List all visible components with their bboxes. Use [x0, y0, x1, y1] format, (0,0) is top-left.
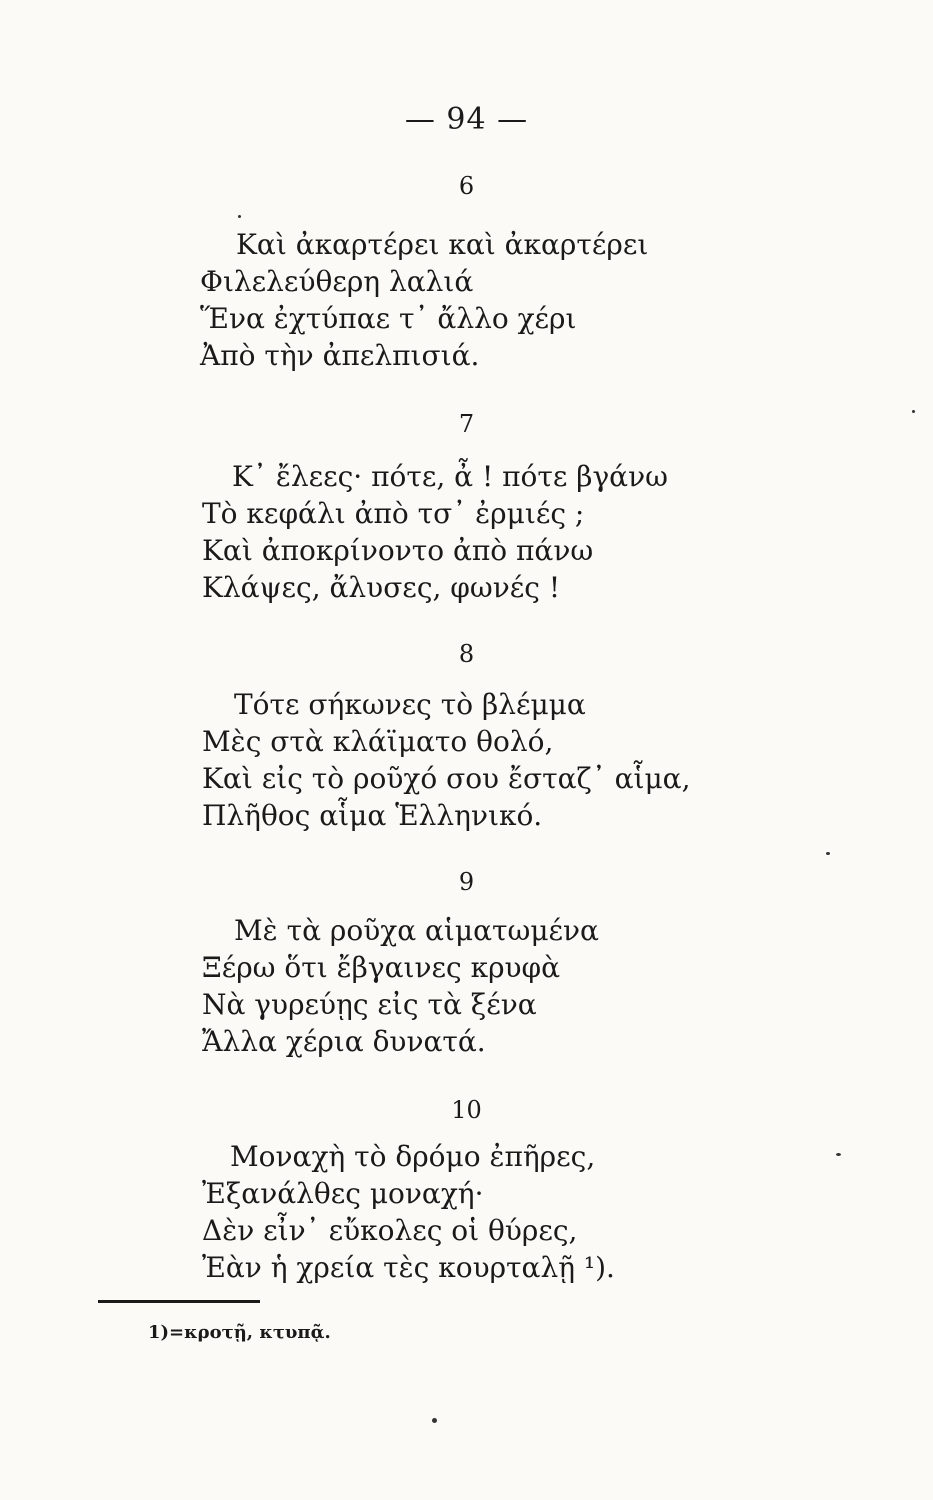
verse-line: Ξέρω ὅτι ἔβγαινες κρυφὰ [202, 951, 561, 984]
verse-line: Νὰ γυρεύῃς εἰς τὰ ξένα [202, 988, 537, 1021]
verse-line: Κλάψες, ἄλυσες, φωνές ! [202, 571, 561, 604]
verse-line: Ἐξανάλθες μοναχή· [202, 1177, 484, 1210]
stanza-8 [202, 686, 902, 834]
verse-line: Πλῆθος αἷμα Ἑλληνικό. [202, 799, 543, 832]
ink-speck [836, 1153, 841, 1156]
verse-line: Μὲ τὰ ροῦχα αἱματωμένα [234, 914, 599, 947]
verse-line: Κ᾽ ἔλεες· πότε, ἆ ! πότε βγάνω [232, 460, 668, 493]
stanza-9 [202, 912, 902, 1060]
verse-line: Ἕνα ἐχτύπαε τ᾽ ἄλλο χέρι [200, 302, 577, 335]
ink-speck [238, 215, 241, 218]
verse-line: Ἀπὸ τὴν ἀπελπισιά. [200, 339, 480, 372]
verse-line: Μὲς στὰ κλάϊματο θολό, [202, 725, 554, 758]
stanza-number: 7 [458, 410, 475, 438]
verse-line: Ἐὰν ἡ χρεία τὲς κουρταλῇ ¹). [202, 1251, 615, 1284]
stanza-number: 6 [458, 172, 475, 200]
verse-line: Τότε σήκωνες τὸ βλέμμα [234, 688, 586, 721]
stanza-number: 9 [458, 868, 475, 896]
stanza-6 [200, 226, 900, 374]
verse-line: Φιλελεύθερη λαλιά [200, 265, 474, 298]
footnote: 1)=κροτῇ, κτυπᾷ. [148, 1322, 331, 1343]
stanza-7 [202, 458, 902, 606]
verse-line: Μοναχὴ τὸ δρόμο ἐπῆρες, [230, 1140, 596, 1173]
stanza-number: 10 [451, 1096, 482, 1124]
stanza-10 [202, 1138, 902, 1286]
verse-line: Καὶ ἀποκρίνοντο ἀπὸ πάνω [202, 534, 594, 567]
ink-speck [826, 852, 830, 855]
verse-line: Καὶ εἰς τὸ ροῦχό σου ἔσταζ᾽ αἷμα, [202, 762, 691, 795]
verse-line: Τὸ κεφάλι ἀπὸ τσ᾽ ἐρμιές ; [202, 497, 585, 530]
page-number: — 94 — [404, 102, 529, 137]
ink-speck [432, 1418, 437, 1423]
ink-speck [912, 410, 915, 413]
verse-line: Καὶ ἀκαρτέρει καὶ ἀκαρτέρει [236, 228, 649, 261]
verse-line: Ἄλλα χέρια δυνατά. [202, 1025, 486, 1058]
footnote-rule [98, 1300, 260, 1303]
verse-line: Δὲν εἶν᾽ εὔκολες οἱ θύρες, [202, 1214, 578, 1247]
stanza-number: 8 [458, 640, 475, 668]
